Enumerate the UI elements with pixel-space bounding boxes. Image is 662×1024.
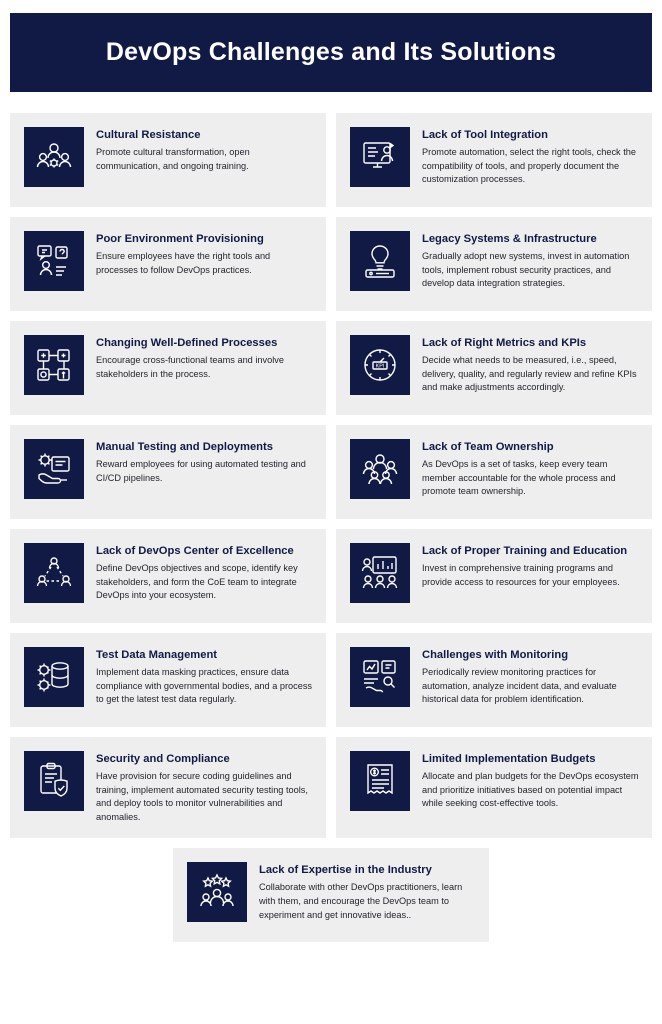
card-text: [96, 439, 314, 485]
card-text: [96, 127, 314, 173]
challenge-card[interactable]: [10, 113, 326, 207]
challenge-card[interactable]: [336, 113, 652, 207]
card-title: Limited Implementation Budgets: [422, 753, 596, 765]
card-text: [96, 543, 314, 603]
card-title: Test Data Management: [96, 649, 218, 661]
process-nodes-icon: [24, 335, 84, 395]
card-description: Reward employees for using automated testing and CI/CD pipelines.: [96, 459, 306, 483]
person-question-chat-icon: [24, 231, 84, 291]
card-description: Promote automation, select the right tools, check the compatibility of tools, and properly document the customization processes.: [422, 147, 636, 185]
network-people-icon: [24, 543, 84, 603]
card-title: Manual Testing and Deployments: [96, 441, 273, 453]
team-group-icon: [350, 439, 410, 499]
card-description: Ensure employees have the right tools and processes to follow DevOps practices.: [96, 251, 271, 275]
card-text: [422, 335, 640, 395]
card-title: Lack of Right Metrics and KPIs: [422, 337, 587, 349]
monitoring-chart-hand-icon: [350, 647, 410, 707]
challenge-card[interactable]: [173, 848, 489, 942]
card-text: [422, 543, 640, 589]
card-description: Periodically review monitoring practices for automation, analyze incident data, and evaluate historical data for problem identification.: [422, 667, 617, 705]
award-stars-team-icon: [187, 862, 247, 922]
card-description: Define DevOps objectives and scope, identify key stakeholders, and form the CoE team to integrate DevOps into your ecosystem.: [96, 563, 298, 601]
card-description: Allocate and plan budgets for the DevOps ecosystem and prioritize initiatives based on potential impact while seeking cost-effective tools.: [422, 771, 639, 809]
challenge-card[interactable]: [10, 217, 326, 311]
card-description: Gradually adopt new systems, invest in automation tools, implement robust security practices, and develop data integration strategies.: [422, 251, 630, 289]
challenge-card[interactable]: [336, 737, 652, 838]
card-title: Lack of Proper Training and Education: [422, 545, 628, 557]
page-header: [10, 13, 652, 92]
budget-invoice-icon: [350, 751, 410, 811]
monitor-checklist-person-icon: [350, 127, 410, 187]
server-bulb-icon: [350, 231, 410, 291]
kpi-gauge-icon: [350, 335, 410, 395]
card-text: [422, 127, 640, 187]
challenge-card[interactable]: [336, 529, 652, 623]
card-description: Encourage cross-functional teams and involve stakeholders in the process.: [96, 355, 284, 379]
challenge-card[interactable]: [10, 633, 326, 727]
card-text: [422, 647, 640, 707]
people-gear-icon: [24, 127, 84, 187]
challenge-card[interactable]: [10, 737, 326, 838]
card-title: Cultural Resistance: [96, 129, 201, 141]
challenge-card[interactable]: [10, 425, 326, 519]
card-description: Have provision for secure coding guidelines and training, implement automated security testing tools, and deploy tools to monitor vulnerabilities and anomalies.: [96, 771, 308, 822]
card-text: [96, 647, 314, 707]
challenge-card[interactable]: [336, 321, 652, 415]
card-description: Promote cultural transformation, open communication, and ongoing training.: [96, 147, 250, 171]
card-title: Lack of Tool Integration: [422, 129, 548, 141]
card-text: [422, 231, 640, 291]
card-title: Challenges with Monitoring: [422, 649, 569, 661]
card-title: Security and Compliance: [96, 753, 230, 765]
card-description: As DevOps is a set of tasks, keep every team member accountable for the whole process and promote team ownership.: [422, 459, 616, 497]
challenge-card[interactable]: [10, 321, 326, 415]
card-description: Invest in comprehensive training programs and provide access to resources for your employees.: [422, 563, 620, 587]
clipboard-shield-icon: [24, 751, 84, 811]
challenge-card[interactable]: [10, 529, 326, 623]
card-description: Collaborate with other DevOps practitioners, learn with them, and encourage the DevOps team to experiment and get innovative ideas..: [259, 882, 463, 920]
card-title: Legacy Systems & Infrastructure: [422, 233, 597, 245]
card-description: Implement data masking practices, ensure data compliance with governmental bodies, and a process to get the latest test data regularly.: [96, 667, 313, 705]
challenge-card-grid: [10, 113, 652, 942]
challenge-card[interactable]: [336, 217, 652, 311]
card-title: Lack of DevOps Center of Excellence: [96, 545, 294, 557]
card-title: Poor Environment Provisioning: [96, 233, 264, 245]
hand-gear-document-icon: [24, 439, 84, 499]
database-gear-icon: [24, 647, 84, 707]
card-text: [96, 335, 314, 381]
training-presentation-icon: [350, 543, 410, 603]
challenge-card[interactable]: [336, 633, 652, 727]
card-description: Decide what needs to be measured, i.e., speed, delivery, quality, and regularly review and refine KPIs and make adjustments accordingly.: [422, 355, 637, 393]
card-title: Lack of Team Ownership: [422, 441, 554, 453]
page-title: DevOps Challenges and Its Solutions: [105, 38, 557, 66]
card-text: [259, 862, 477, 922]
svg-text:KPI: KPI: [375, 363, 385, 370]
challenge-card[interactable]: [336, 425, 652, 519]
card-text: [422, 439, 640, 499]
card-title: Changing Well-Defined Processes: [96, 337, 278, 349]
card-text: [96, 231, 314, 277]
card-text: [422, 751, 640, 811]
card-title: Lack of Expertise in the Industry: [259, 864, 432, 877]
card-text: [96, 751, 314, 824]
